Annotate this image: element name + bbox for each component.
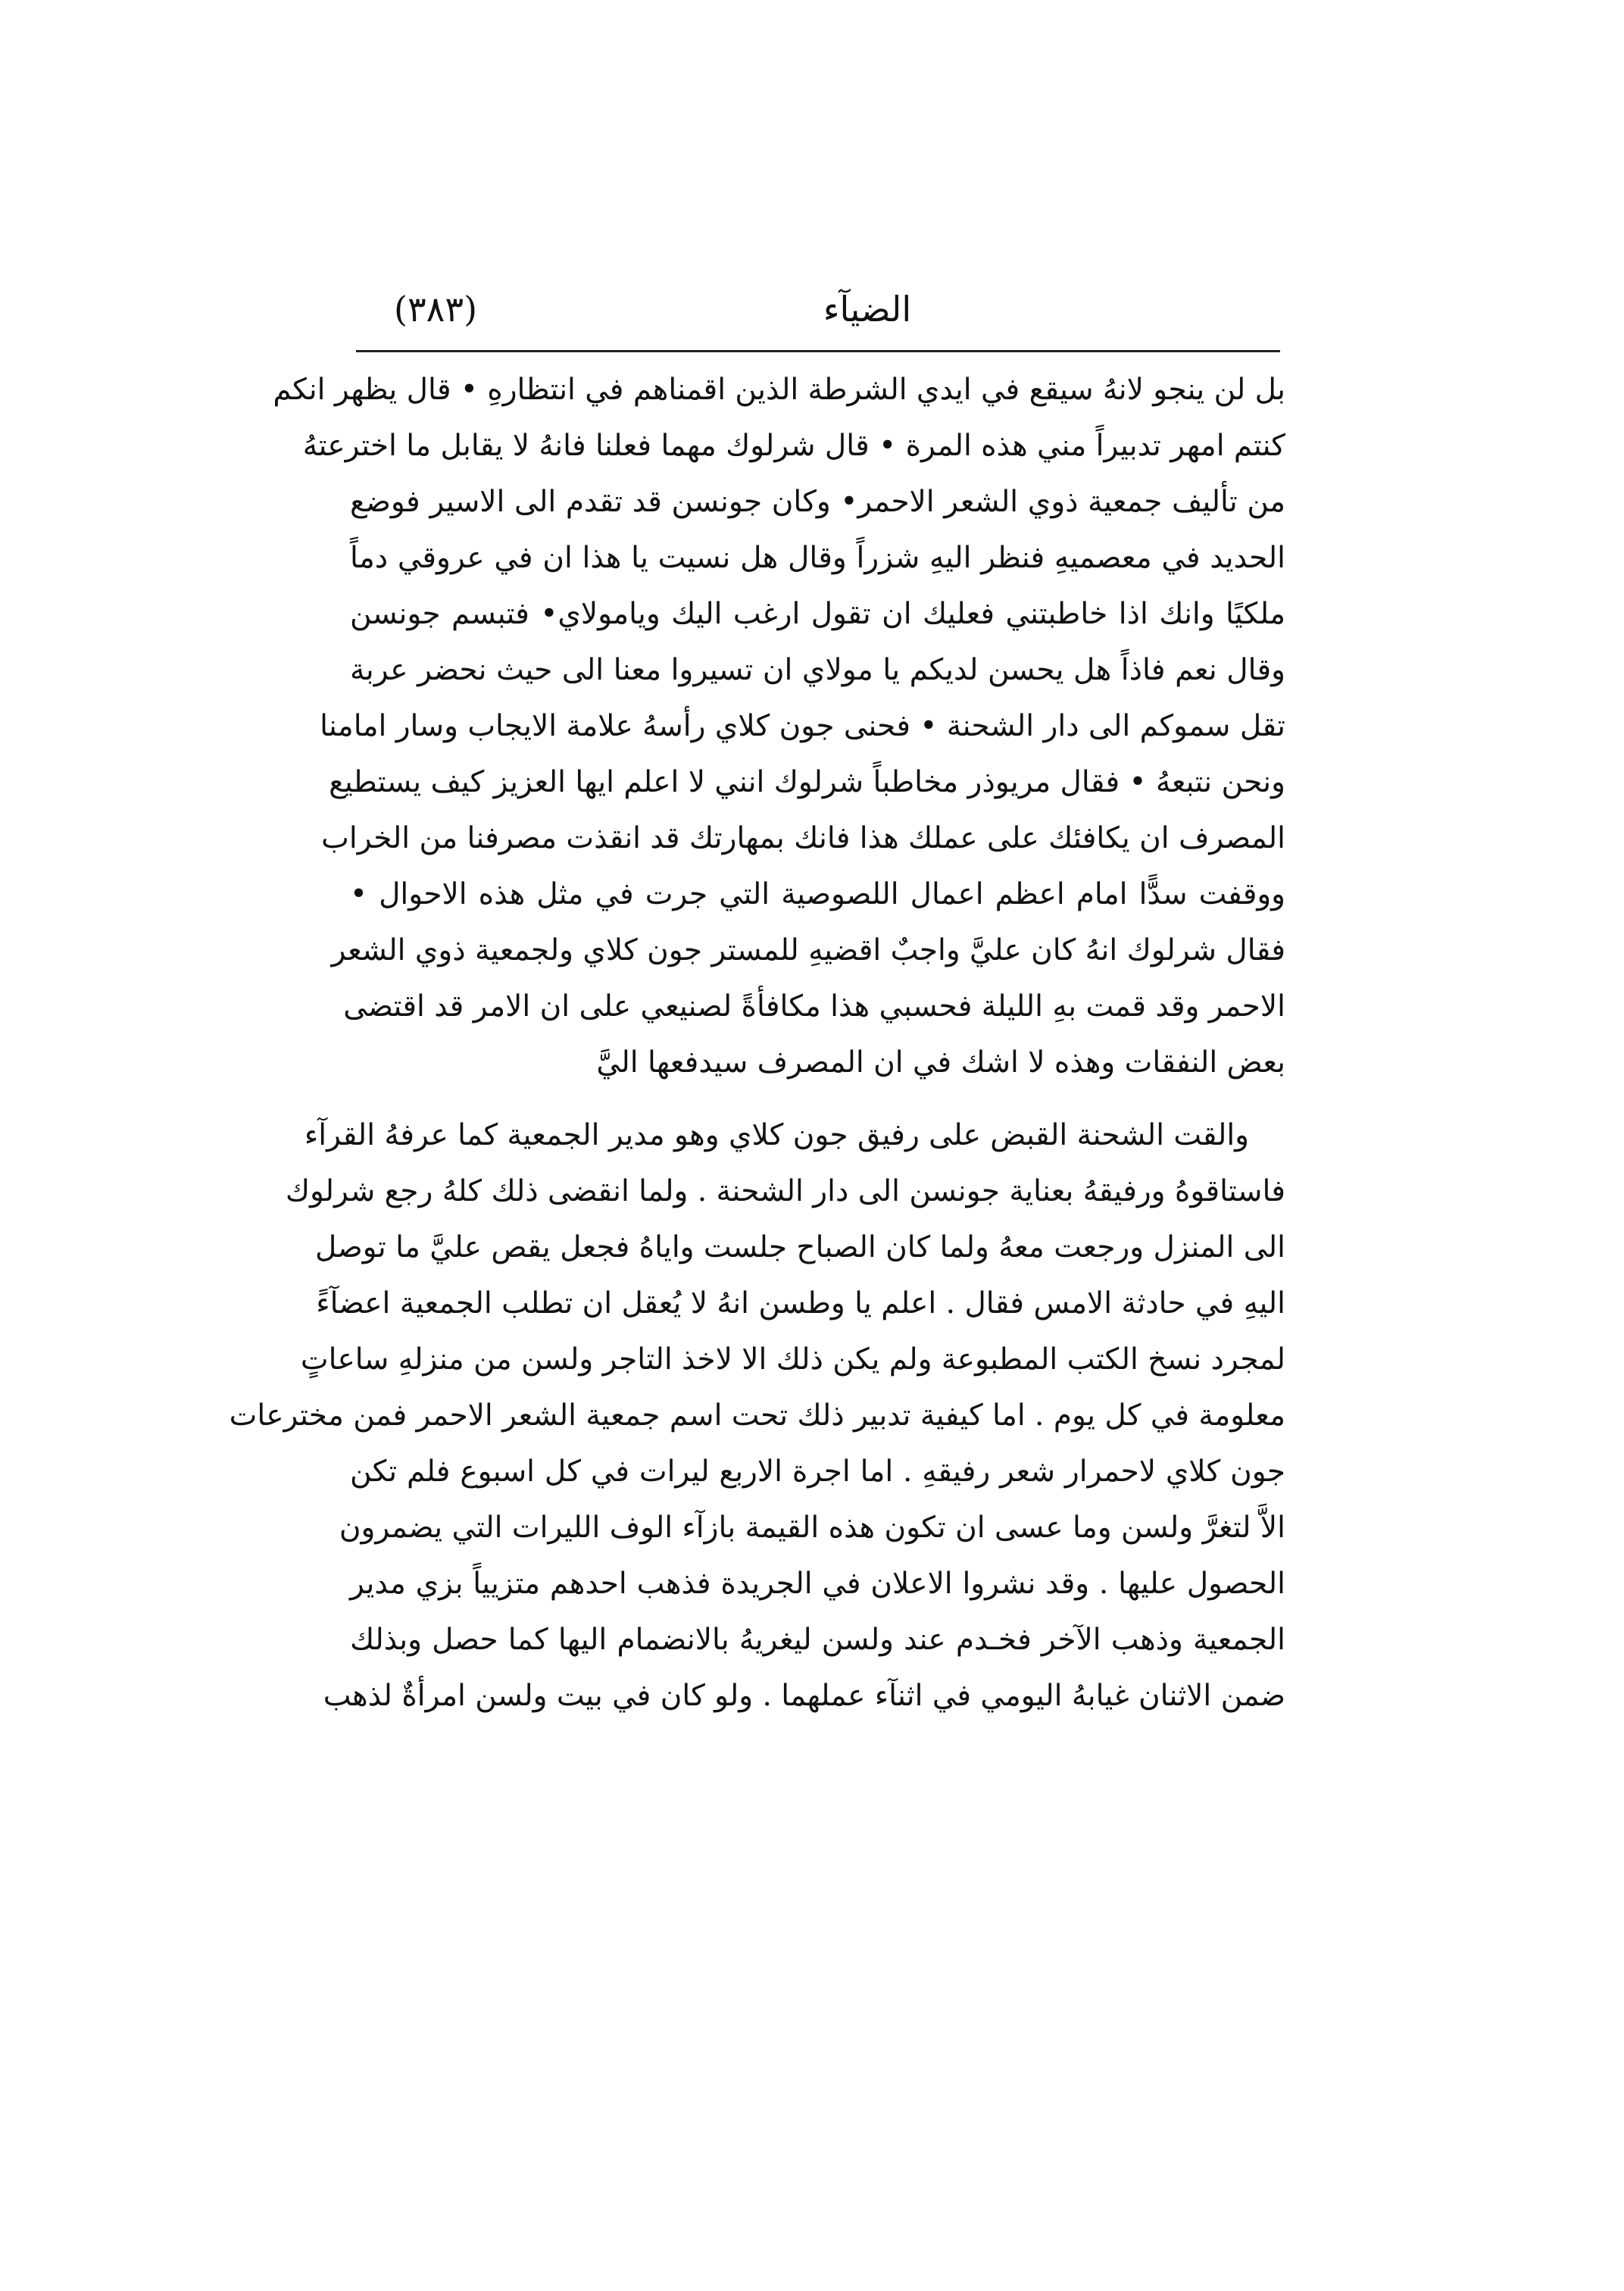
text-line: من تأليف جمعية ذوي الشعر الاحمر• وكان جونسن قد تقدم الى الاسير فوضع xyxy=(350,485,1285,519)
text-line: الاحمر وقد قمت بهِ الليلة فحسبي هذا مكافأةً لصنيعي على ان الامر قد اقتضى xyxy=(343,989,1285,1024)
page-number: (٣٨٣) xyxy=(394,289,478,330)
paragraph-1 xyxy=(273,362,1285,1091)
paragraph-2 xyxy=(229,1108,1285,1724)
text-line: كنتم امهر تدبيراً مني هذه المرة • قال شرلوك مهما فعلنا فانهُ لا يقابل ما اخترعتهُ xyxy=(302,429,1285,463)
text-line: الحديد في معصميهِ فنظر اليهِ شزراً وقال هل نسيت يا هذا ان في عروقي دماً xyxy=(350,541,1285,575)
text-line: بل لن ينجو لانهُ سيقع في ايدي الشرطة الذين اقمناهم في انتظارهِ • قال يظهر انكم xyxy=(273,373,1285,407)
text-line: وقال نعم فاذاً هل يحسن لديكم يا مولاي ان تسيروا معنا الى حيث نحضر عربة xyxy=(350,653,1285,687)
text-line: اليهِ في حادثة الامس فقال . اعلم يا وطسن انهُ لا يُعقل ان تطلب الجمعية اعضآءً xyxy=(316,1286,1285,1321)
text-line: لمجرد نسخ الكتب المطبوعة ولم يكن ذلك الا لاخذ التاجر ولسن من منزلهِ ساعاتٍ xyxy=(300,1342,1285,1377)
text-line: بعض النفقات وهذه لا اشك في ان المصرف سيدفعها اليَّ xyxy=(596,1045,1285,1080)
text-line: ملكيًا وانك اذا خاطبتني فعليك ان تقول ارغب اليك ويامولاي• فتبسم جونسن xyxy=(350,597,1285,631)
paragraph-gap xyxy=(350,1091,1285,1108)
header-rule xyxy=(356,350,1280,352)
text-line: جون كلاي لاحمرار شعر رفيقهِ . اما اجرة الاربع ليرات في كل اسبوع فلم تكن xyxy=(350,1455,1285,1489)
body-text xyxy=(229,362,1285,1724)
text-line: فاستاقوهُ ورفيقهُ بعناية جونسن الى دار الشحنة . ولما انقضى ذلك كلهُ رجع شرلوك xyxy=(285,1174,1285,1208)
text-line: معلومة في كل يوم . اما كيفية تدبير ذلك تحت اسم جمعية الشعر الاحمر فمن مخترعات xyxy=(229,1399,1285,1433)
text-line: الى المنزل ورجعت معهُ ولما كان الصباح جلست واياهُ فجعل يقص عليَّ ما توصل xyxy=(315,1230,1285,1264)
text-line: الاَّ لتغرَّ ولسن وما عسى ان تكون هذه القيمة بازآء الوف الليرات التي يضمرون xyxy=(339,1511,1285,1545)
page-header xyxy=(356,279,1280,347)
text-line: فقال شرلوك انهُ كان عليَّ واجبٌ اقضيهِ للمستر جون كلاي ولجمعية ذوي الشعر xyxy=(331,933,1285,967)
text-line: ونحن نتبعهُ • فقال مريوذر مخاطباً شرلوك انني لا اعلم ايها العزيز كيف يستطيع xyxy=(329,765,1285,799)
running-title: الضيآء xyxy=(823,289,912,330)
text-line: الحصول عليها . وقد نشروا الاعلان في الجريدة فذهب احدهم متزيياً بزي مدير xyxy=(350,1567,1285,1601)
text-line: ضمن الاثنان غيابهُ اليومي في اثنآء عملهما . ولو كان في بيت ولسن امرأةٌ لذهب xyxy=(323,1679,1285,1713)
text-line: والقت الشحنة القبض على رفيق جون كلاي وهو مدير الجمعية كما عرفهُ القرآء xyxy=(304,1118,1249,1152)
text-line: المصرف ان يكافئك على عملك هذا فانك بمهارتك قد انقذت مصرفنا من الخراب xyxy=(321,821,1285,855)
text-line: ووقفت سدًّا امام اعظم اعمال اللصوصية التي جرت في مثل هذه الاحوال • xyxy=(350,877,1285,911)
text-line: الجمعية وذهب الآخر فخـدم عند ولسن ليغريهُ بالانضمام اليها كما حصل وبذلك xyxy=(350,1623,1285,1657)
text-line: تقل سموكم الى دار الشحنة • فحنى جون كلاي رأسهُ علامة الايجاب وسار امامنا xyxy=(320,709,1285,743)
